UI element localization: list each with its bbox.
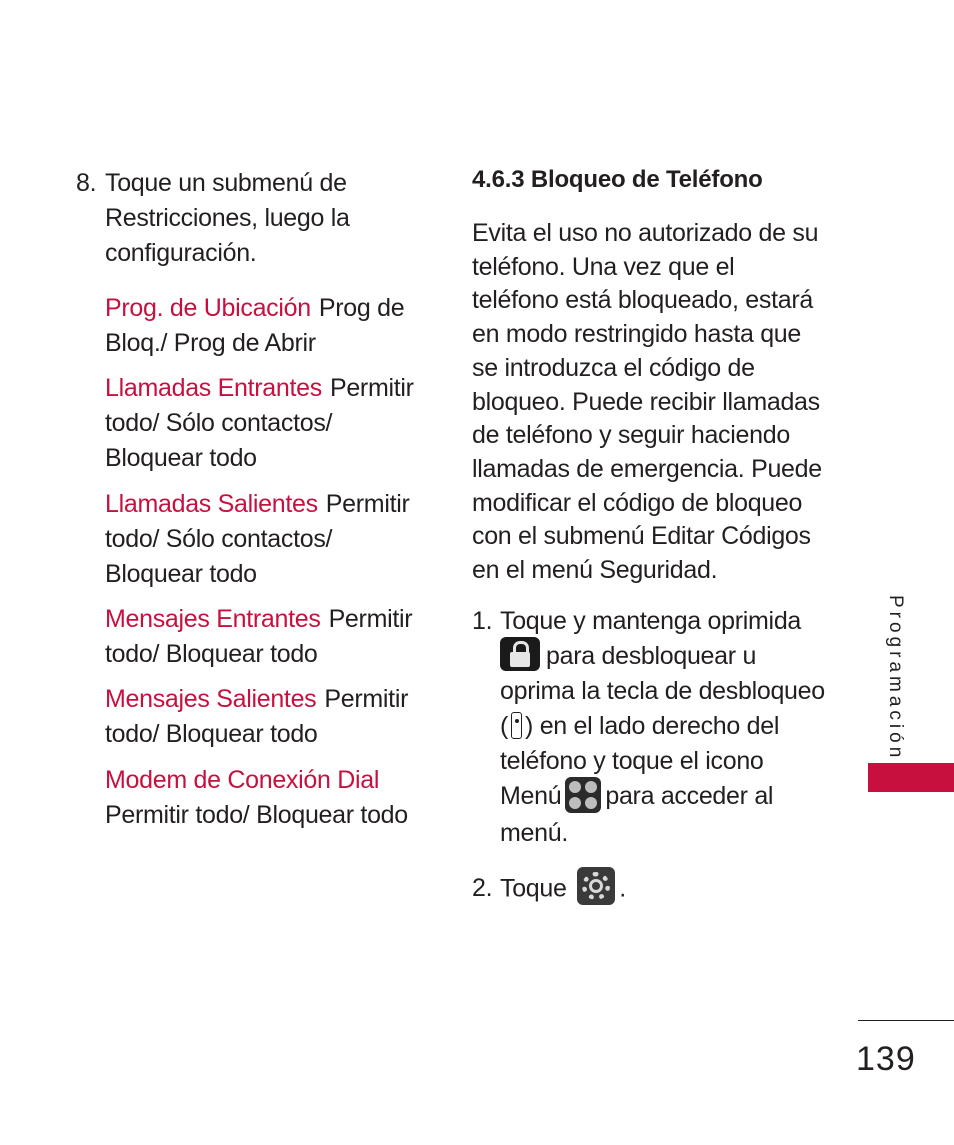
option-mensajes-entrantes (105, 602, 420, 672)
section-tab-marker (868, 763, 954, 792)
page-number-rule (858, 1020, 954, 1021)
section-tab-label: Programación (885, 595, 906, 762)
section-paragraph: Evita el uso no autorizado de su teléfono. Una vez que el teléfono está bloqueado, estará en modo restringido hasta que se introduzca el código de bloqueo. Puede recibir llamadas de teléfono y seguir haciendo llamadas de emergencia. Puede modificar el código de bloqueo con el submenú Editar Códigos en el menú Seguridad. (472, 219, 822, 585)
step-1-text-c: ) en el lado derecho del teléfono y toque el icono Menú (500, 712, 780, 811)
step-1-text (500, 604, 830, 851)
step-8-text: Toque un submenú de Restricciones, luego la configuración. (105, 169, 350, 267)
option-value: Permitir todo/ Bloquear todo (105, 605, 413, 668)
option-label: Llamadas Entrantes (105, 374, 322, 402)
option-llamadas-entrantes (105, 371, 420, 476)
step-2-text-a: Toque (500, 874, 567, 903)
option-modem-conexion-dial (105, 763, 420, 833)
option-llamadas-salientes (105, 487, 420, 592)
settings-gear-icon (577, 867, 615, 905)
step-1-text-b: para desbloquear u oprima la tecla de desbloqueo ( (500, 642, 825, 741)
option-prog-ubicacion (105, 291, 420, 361)
step-1-text-d: para acceder al menú. (500, 782, 774, 847)
option-label: Prog. de Ubicación (105, 294, 311, 322)
step-8-number: 8. (76, 169, 97, 197)
option-label: Mensajes Salientes (105, 685, 317, 713)
option-value: Prog de Bloq./ Prog de Abrir (105, 294, 405, 357)
option-label: Llamadas Salientes (105, 490, 318, 518)
step-2-text (500, 871, 830, 909)
menu-icon (565, 777, 601, 813)
option-value: Permitir todo/ Bloquear todo (105, 685, 409, 748)
option-value: Permitir todo/ Bloquear todo (105, 801, 408, 829)
option-value: Permitir todo/ Sólo contactos/ Bloquear todo (105, 490, 410, 588)
step-2-number: 2. (472, 874, 493, 902)
lock-icon (500, 637, 540, 671)
step-2-text-b: . (619, 874, 626, 903)
option-label: Mensajes Entrantes (105, 605, 321, 633)
option-mensajes-salientes (105, 682, 420, 752)
side-key-icon (511, 712, 522, 739)
page-number: 139 (856, 1040, 916, 1078)
option-label: Modem de Conexión Dial (105, 766, 380, 794)
section-heading: 4.6.3 Bloqueo de Teléfono (472, 166, 763, 193)
step-1-text-a: Toque y mantenga oprimida (500, 607, 802, 635)
step-1-number: 1. (472, 607, 493, 635)
option-value: Permitir todo/ Sólo contactos/ Bloquear todo (105, 374, 414, 472)
